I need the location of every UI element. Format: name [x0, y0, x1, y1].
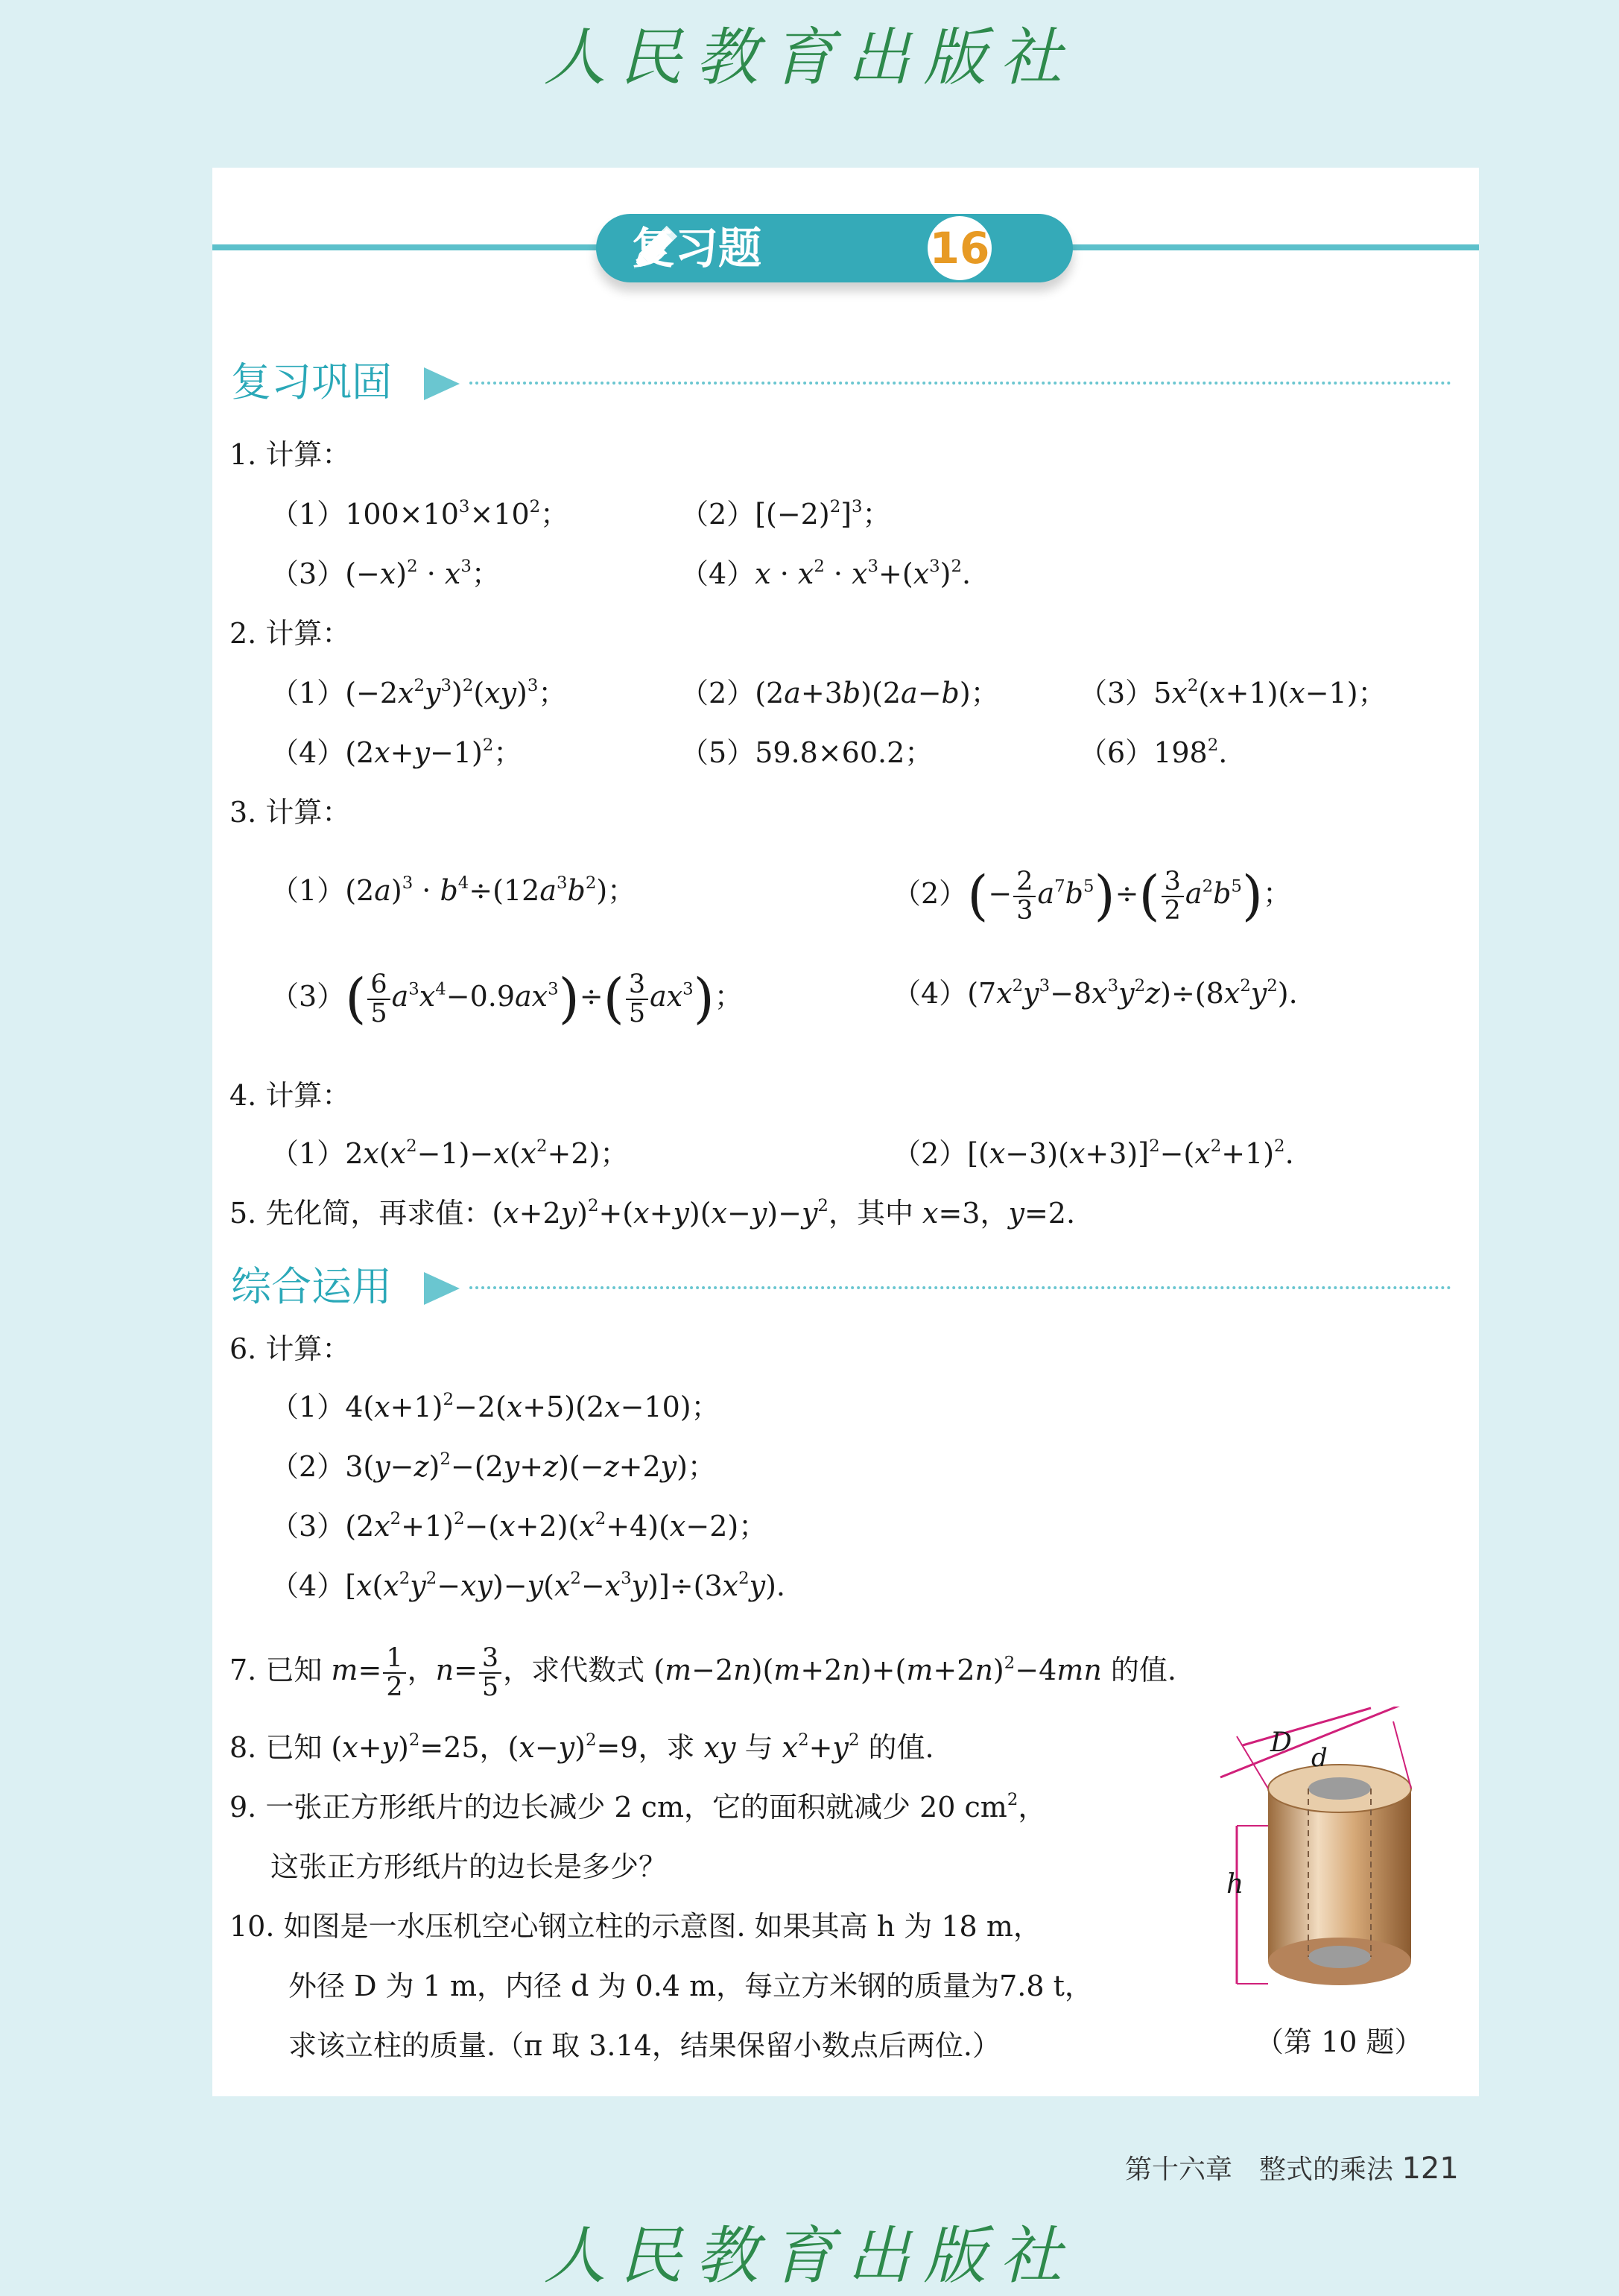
publisher-logo-bottom: 人民教育出版社: [543, 2219, 1076, 2292]
q1-part-2: $(2)[(-2)^2]^3$；: [680, 497, 891, 531]
q3-part-2: （2）(− $\frac{2}{3}$ $a^7b^5)\div$( $\frac{3}{2}$ $a^2b^5$)；: [893, 864, 1292, 928]
q1-part-3: $(3)(-x)^2 \cdot x^3$；: [270, 557, 500, 590]
q4-part-1: $(1)2x(x^2-1)-x(x^2+2)$；: [270, 1136, 629, 1170]
q3-part-4: $(4)(7x^2y^3-8x^3y^2z)\div(8x^2y^2)$.: [893, 976, 1298, 1010]
question-6-head: 6. 计算：: [229, 1332, 351, 1365]
q2-part-4: $(4)(2x+y-1)^2$；: [270, 736, 522, 769]
question-2-head: 2. 计算：: [229, 617, 351, 650]
page-title: 复习题: [631, 223, 761, 273]
question-4-head: 4. 计算：: [229, 1079, 351, 1112]
figure-label-D: D: [1270, 1727, 1292, 1758]
question-8: 8. 已知 $(x+y)^2=25$，$(x-y)^2=9$，求 xy 与 $x^2+y^2$ 的值.: [229, 1730, 934, 1764]
q2-part-1: $(1)(-2x^2y^3)^2(xy)^3$；: [270, 676, 567, 709]
question-1-head: 1. 计算：: [229, 438, 351, 471]
section-title: 复习巩固: [231, 358, 392, 405]
section-title: 综合运用: [231, 1263, 392, 1310]
hollow-column-figure: [1207, 1707, 1453, 2020]
q6-part-1: $(1)4(x+1)^2-2(x+5)(2x-10)$；: [270, 1390, 720, 1423]
q1-part-1: $(1)100\times 10^3\times 10^2$；: [270, 497, 569, 531]
publisher-logo-top: 人民教育出版社: [543, 21, 1076, 94]
question-10-line-1: 10. 如图是一水压机空心钢立柱的示意图. 如果其高 h 为 18 m，: [229, 1910, 1042, 1943]
play-arrow-icon: [421, 1271, 463, 1306]
section-review: [231, 352, 1453, 412]
q2-part-5: （5）59.8×60.2；: [680, 736, 934, 769]
question-10-line-2: 外径 D 为 1 m，内径 d 为 0.4 m，每立方米钢的质量为7.8 t，: [288, 1970, 1093, 2002]
q2-part-3: $(3)5x^2(x+1)(x-1)$；: [1079, 676, 1387, 709]
q6-part-3: $(3)(2x^2+1)^2-(x+2)(x^2+4)(x-2)$；: [270, 1509, 767, 1543]
q3-part-1: $(1)(2a)^3 \cdot b^4\div(12a^3b^2)$；: [270, 873, 636, 907]
q4-part-2: $(2)[(x-3)(x+3)]^2-(x^2+1)^2$.: [893, 1136, 1294, 1170]
q1-part-4: $(4)x \cdot x^2 \cdot x^3+(x^3)^2$.: [680, 557, 972, 590]
question-5: 5. 先化简，再求值：$(x+2y)^2+(x+y)(x-y)-y^2$，其中 x=3，y=2.: [229, 1196, 1076, 1230]
chapter-title: 第十六章 整式的乘法: [1125, 2154, 1394, 2185]
title-number-badge: 16: [928, 216, 992, 280]
q6-part-4: $(4)[x(x^2y^2-xy)-y(x^2-x^3y)]\div(3x^2y)$.: [270, 1569, 785, 1602]
question-7: 7. 已知 m= $\frac{1}{2}$ ，n= $\frac{3}{5}$ ，求代数式 $(m-2n)(m+2n)+(m+2n)^2-4mn$ 的值.: [229, 1643, 1176, 1702]
q6-part-2: $(2)3(y-z)^2-(2y+z)(-z+2y)$；: [270, 1449, 716, 1483]
dotted-rule: [469, 1286, 1451, 1289]
figure-label-d: d: [1311, 1743, 1328, 1773]
section-applied: [231, 1257, 1453, 1317]
question-9-line-1: 9. 一张正方形纸片的边长减少 2 cm，它的面积就减少 20 $cm^2$，: [229, 1790, 1047, 1824]
q2-part-2: （2）(2a+3b)(2a−b)；: [680, 677, 999, 709]
play-arrow-icon: [421, 366, 463, 402]
question-3-head: 3. 计算：: [229, 796, 351, 829]
question-9-line-2: 这张正方形纸片的边长是多少？: [270, 1850, 668, 1883]
figure-caption: （第 10 题）: [1255, 2025, 1423, 2058]
dotted-rule: [469, 382, 1451, 385]
figure-label-h: h: [1226, 1869, 1244, 1900]
q3-part-3: （3）( $\frac{6}{5}$ $a^3x^4-0.9ax^3)\div$( $\frac{3}{5}$ $ax^3$)；: [270, 967, 743, 1031]
q2-part-6: $(6)198^2$.: [1079, 736, 1228, 769]
page-number: 121: [1401, 2151, 1459, 2186]
question-10-line-3: 求该立柱的质量.（π 取 3.14，结果保留小数点后两位.）: [288, 2029, 1001, 2062]
page-footer: [1125, 2146, 1475, 2192]
